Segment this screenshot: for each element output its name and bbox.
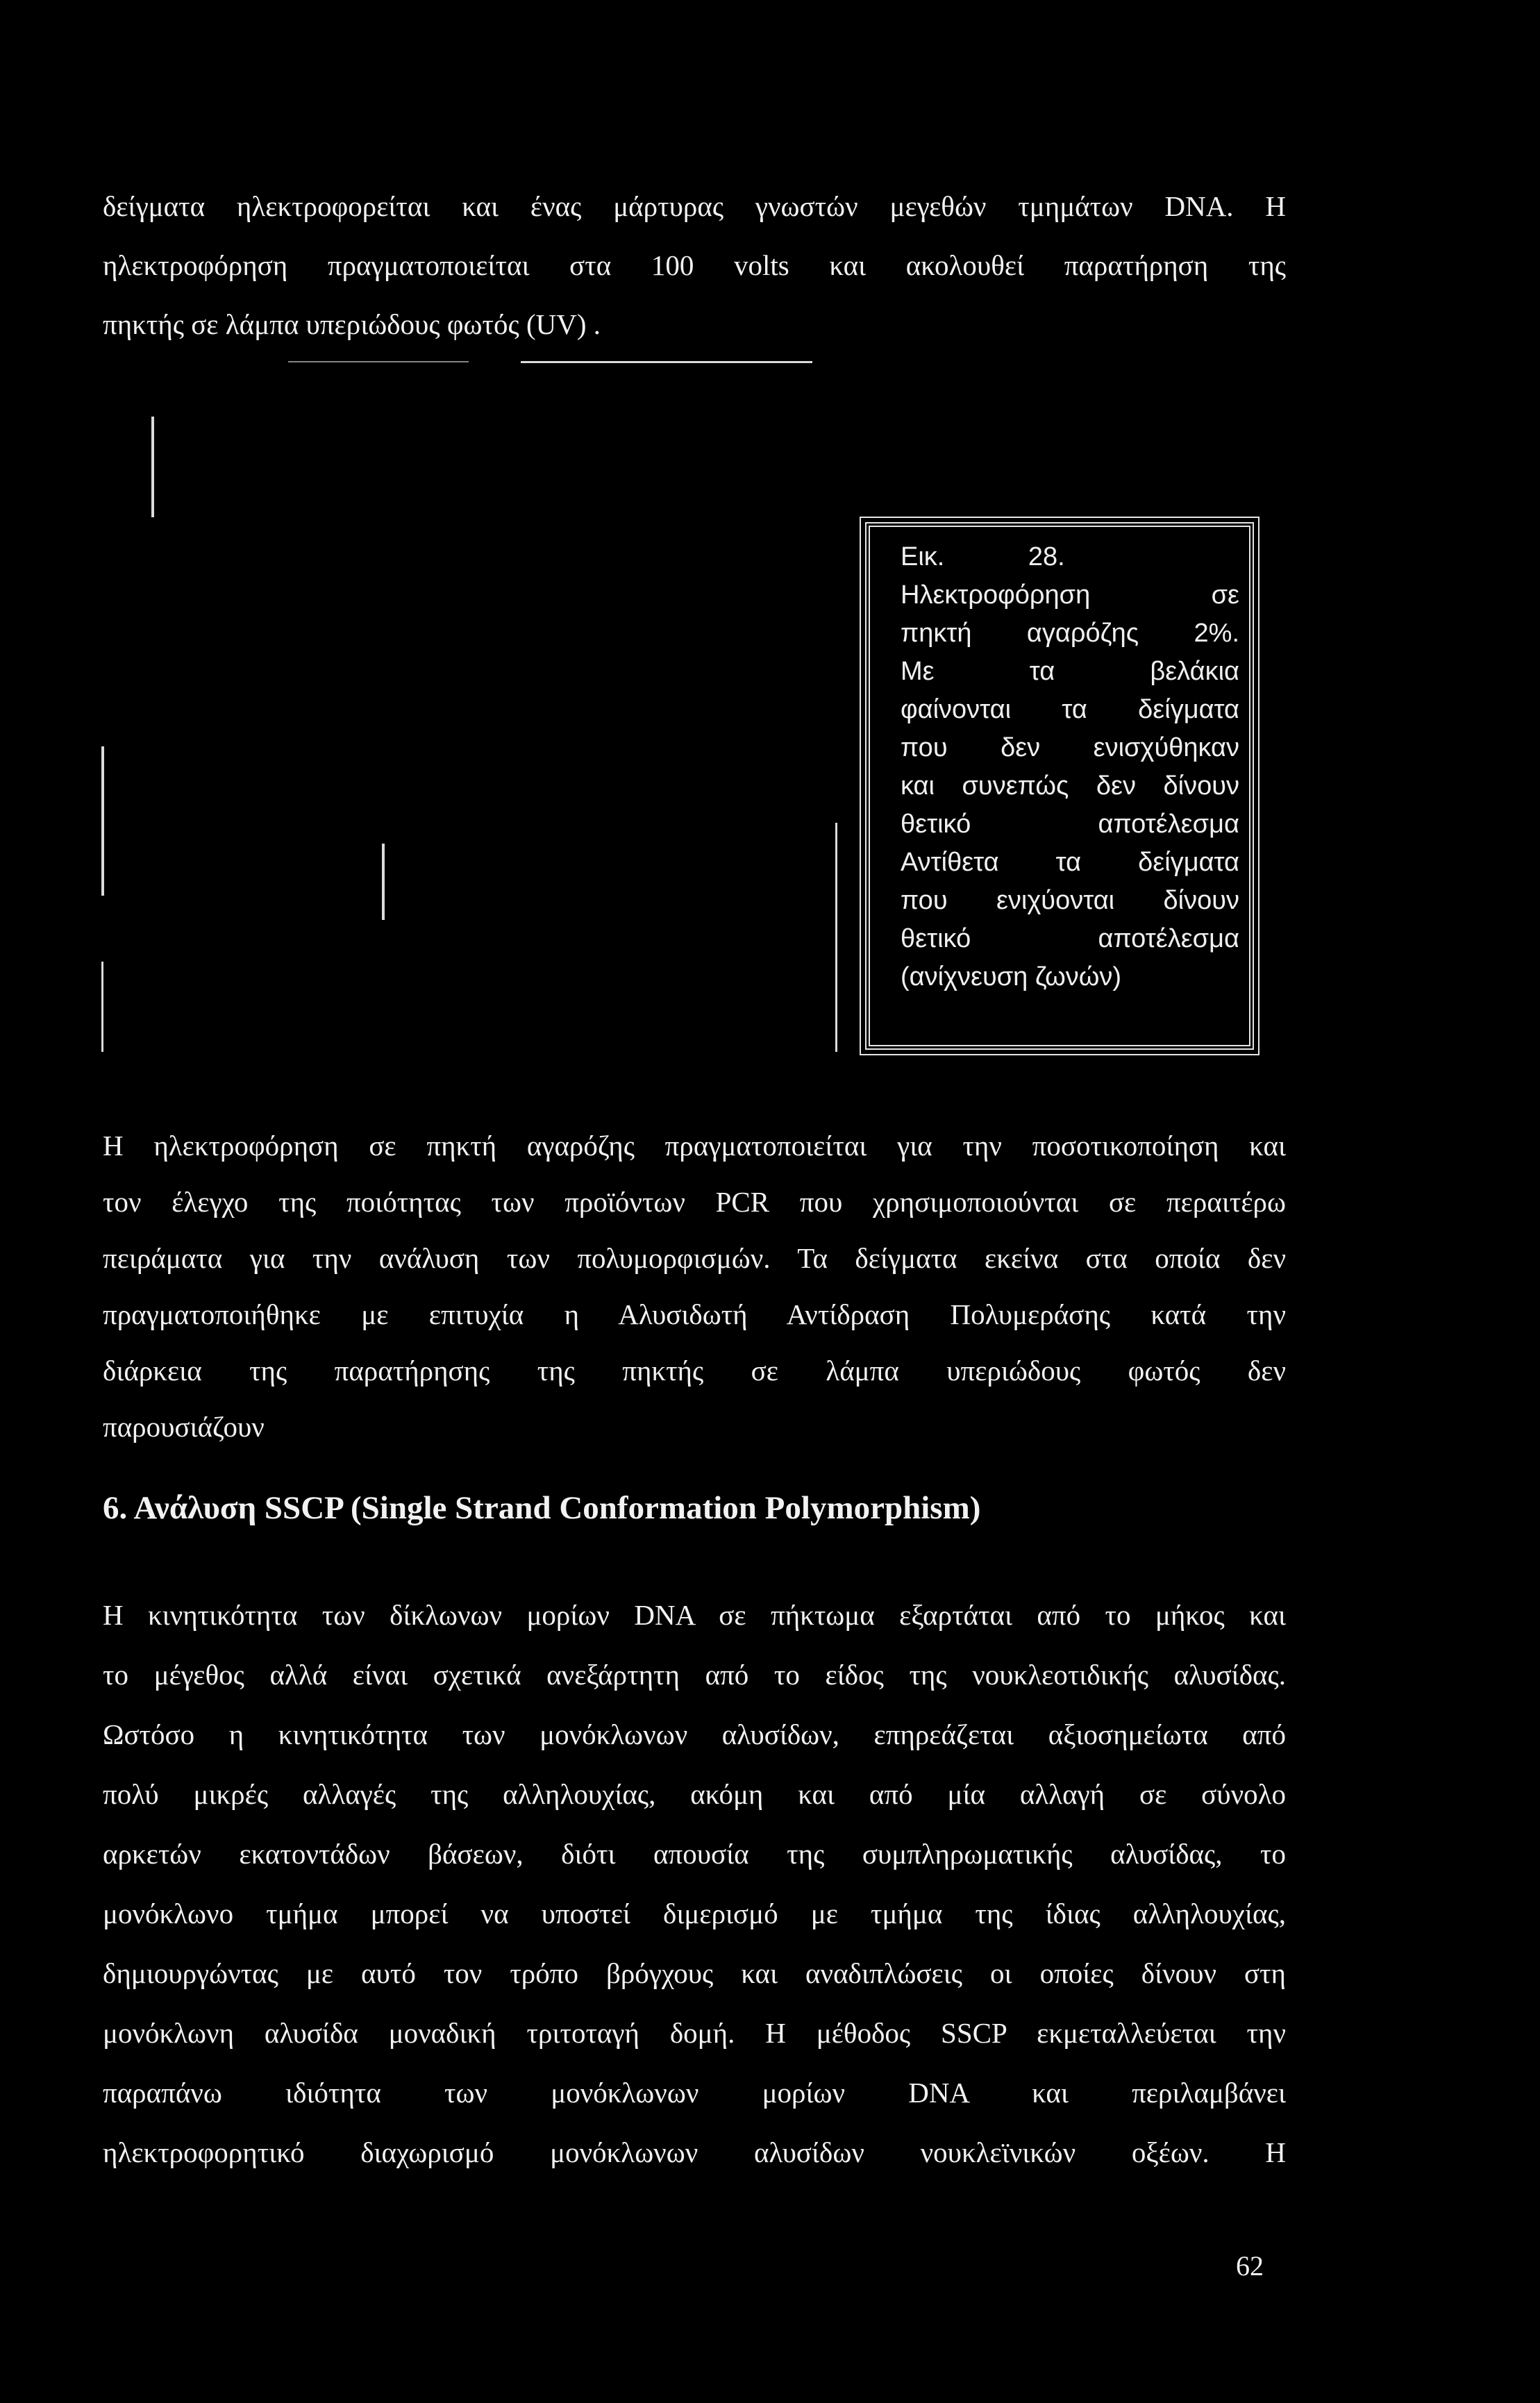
caption-line: και συνεπώς δεν δίνουν [901,771,1239,801]
text-line: παραπάνω ιδιότητα των μονόκλωνων μορίων DNA και περιλαμβάνει [103,2077,1286,2109]
caption-line: Με τα βελάκια [901,657,1239,686]
caption-line: Ηλεκτροφόρηση σε [901,580,1239,610]
figure-top-rule [521,361,812,363]
caption-line: πηκτή αγαρόζης 2%. [901,619,1239,648]
text-line: δείγματα ηλεκτροφορείται και ένας μάρτυρας γνωστών μεγεθών τμημάτων DNA. Η [103,190,1286,222]
text-line: Η ηλεκτροφόρηση σε πηκτή αγαρόζης πραγματοποιείται για την ποσοτικοποίηση και [103,1130,1286,1162]
text-line: μονόκλωνη αλυσίδα μοναδική τριτοταγή δομή. Η μέθοδος SSCP εκμεταλλεύεται την [103,2017,1286,2049]
text-line: μονόκλωνο τμήμα μπορεί να υποστεί διμερισμό με τμήμα της ίδιας αλληλουχίας, [103,1898,1286,1929]
figure-lane-mark [382,844,385,920]
figure-caption [865,522,1254,1050]
caption-line: Εικ. 28. [901,542,1065,571]
text-line: Ωστόσο η κινητικότητα των μονόκλωνων αλυσίδων, επηρεάζεται αξιοσημείωτα από [103,1718,1286,1750]
text-line: δημιουργώντας με αυτό τον τρόπο βρόγχους και αναδιπλώσεις οι οποίες δίνουν στη [103,1957,1286,1989]
figure-left-edge [101,746,104,896]
text-line: πολύ μικρές αλλαγές της αλληλουχίας, ακόμη και από μία αλλαγή σε σύνολο [103,1778,1286,1810]
figure-left-edge [151,417,154,517]
text-line: ηλεκτροφορητικό διαχωρισμό μονόκλωνων αλυσίδων νουκλεϊνικών οξέων. Η [103,2136,1286,2168]
caption-line: Αντίθετα τα δείγματα [901,848,1239,877]
bottom-paragraph [103,1585,1286,2182]
caption-line: θετικό αποτέλεσμα [901,810,1239,839]
caption-line: φαίνονται τα δείγματα [901,695,1239,724]
caption-line: θετικό αποτέλεσμα [901,924,1239,953]
text-line: αρκετών εκατοντάδων βάσεων, διότι απουσία της συμπληρωματικής αλυσίδας, το [103,1838,1286,1870]
text-line: πηκτής σε λάμπα υπεριώδους φωτός (UV) . [103,308,601,340]
top-paragraph [103,177,1286,354]
figure-top-rule [288,361,469,362]
text-line: πειράματα για την ανάλυση των πολυμορφισμών. Τα δείγματα εκείνα στα οποία δεν [103,1242,1286,1274]
caption-line: που ενιχύονται δίνουν [901,886,1239,915]
text-line: ηλεκτροφόρηση πραγματοποιείται στα 100 volts και ακολουθεί παρατήρηση της [103,249,1286,281]
text-line: το μέγεθος αλλά είναι σχετικά ανεξάρτητη από το είδος της νουκλεοτιδικής αλυσίδας. [103,1659,1286,1691]
page-number: 62 [1236,2250,1264,2281]
text-line: τον έλεγχο της ποιότητας των προϊόντων PCR που χρησιμοποιούνται σε περαιτέρω [103,1186,1286,1218]
middle-paragraph [103,1118,1286,1455]
caption-line: που δεν ενισχύθηκαν [901,733,1239,762]
text-line: Η κινητικότητα των δίκλωνων μορίων DNA σε πήκτωμα εξαρτάται από το μήκος και [103,1599,1286,1631]
section-heading: 6. Ανάλυση SSCP (Single Strand Conformation Polymorphism) [103,1490,981,1526]
figure-right-edge [835,823,837,1052]
text-line: παρουσιάζουν [103,1411,265,1443]
figure-left-edge [101,962,103,1052]
text-line: διάρκεια της παρατήρησης της πηκτής σε λάμπα υπεριώδους φωτός δεν [103,1355,1286,1387]
text-line: πραγματοποιήθηκε με επιτυχία η Αλυσιδωτή Αντίδραση Πολυμεράσης κατά την [103,1298,1286,1330]
caption-line: (ανίχνευση ζωνών) [901,962,1122,991]
